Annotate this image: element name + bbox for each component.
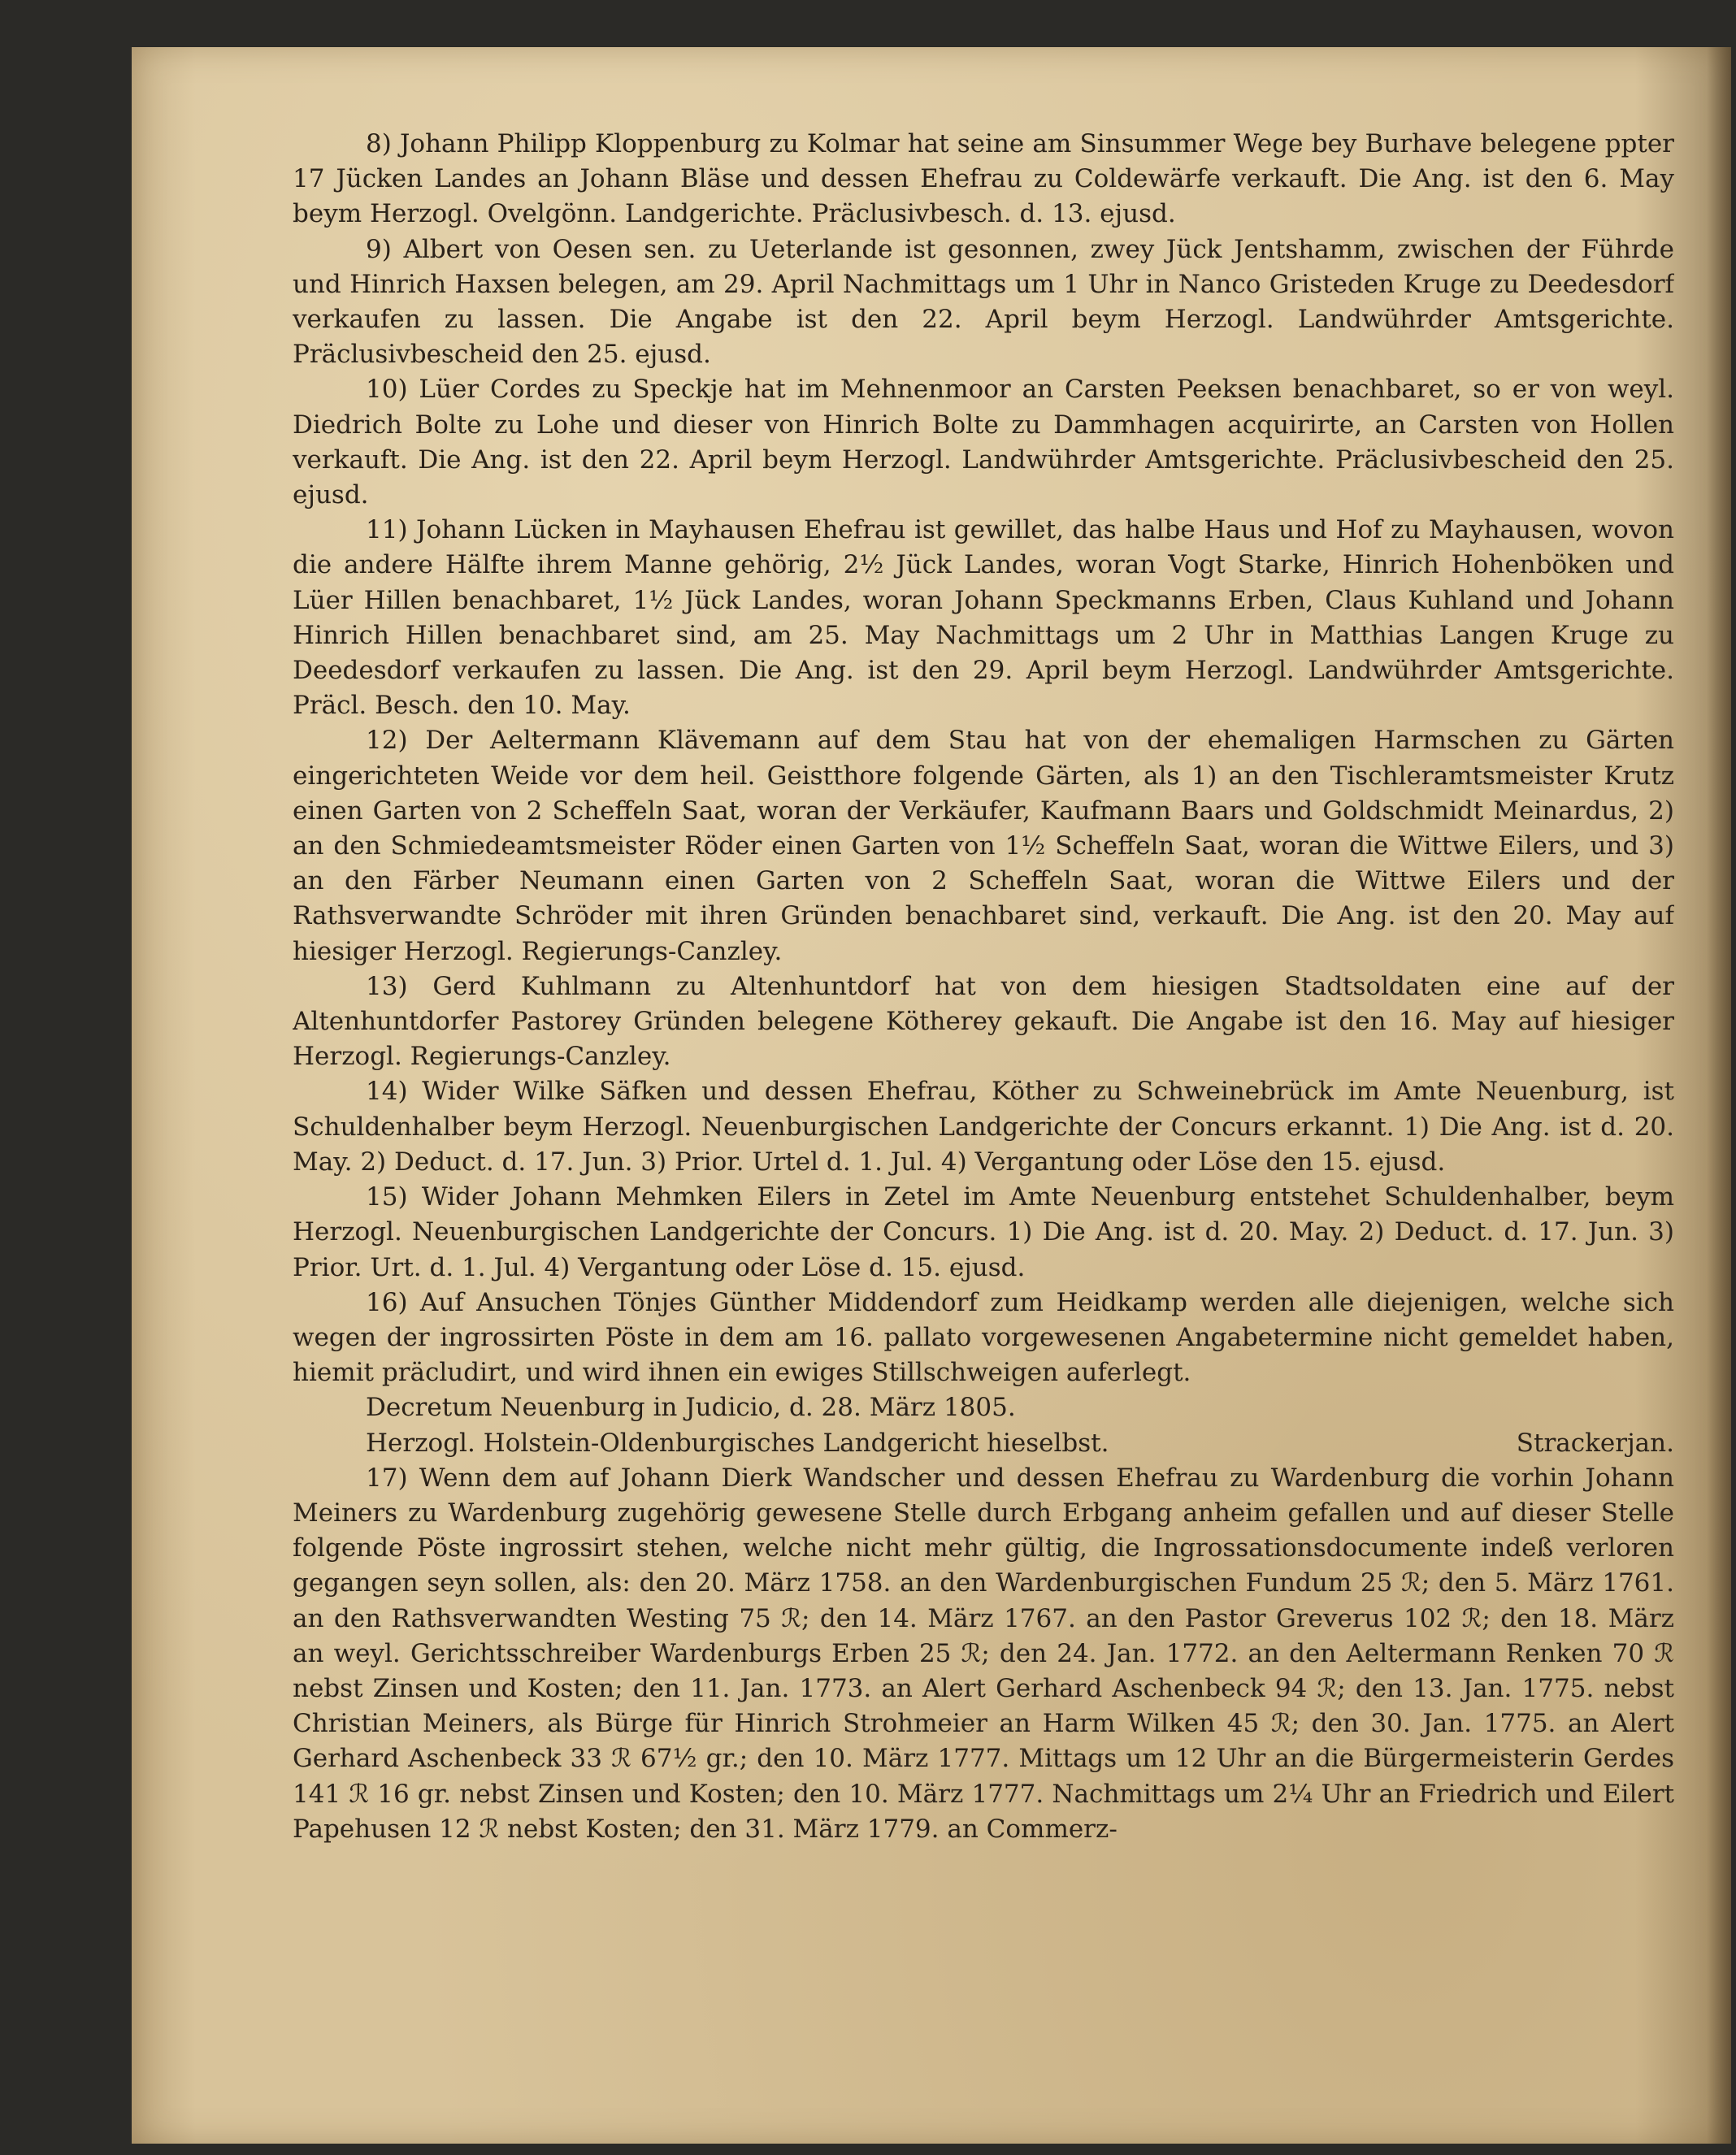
- notice-entry-11: 11) Johann Lücken in Mayhausen Ehefrau ist gewillet, das halbe Haus und Hof zu Mayhausen, wovon die andere Hälfte ihrem Manne gehörig, 2½ Jück Landes, woran Vogt Starke, Hinrich Hohenböken und Lüer Hillen benachbaret, 1½ Jück Landes, woran Johann Speckmanns Erben, Claus Kuhland und Johann Hinrich Hillen benachbaret sind, am 25. May Nachmittags um 2 Uhr in Matthias Langen Kruge zu Deedesdorf verkaufen zu lassen. Die Ang. ist den 29. April beym Herzogl. Landwührder Amtsgerichte. Präcl. Besch. den 10. May.: [293, 515, 1674, 721]
- notice-entry-10: 10) Lüer Cordes zu Speckje hat im Mehnenmoor an Carsten Peeksen benachbaret, so er von weyl. Diedrich Bolte zu Lohe und dieser von Hinrich Bolte zu Dammhagen acquirirte, an Carsten von Hollen verkauft. Die Ang. ist den 22. April beym Herzogl. Landwührder Amtsgerichte. Präclusivbescheid den 25. ejusd.: [293, 375, 1674, 510]
- notice-entry-12: 12) Der Aeltermann Klävemann auf dem Stau hat von der ehemaligen Harmschen zu Gärten eingerichteten Weide vor dem heil. Geistthore folgende Gärten, als 1) an den Tischleramtsmeister Krutz einen Garten von 2 Scheffeln Saat, woran der Verkäufer, Kaufmann Baars und Goldschmidt Meinardus, 2) an den Schmiedeamtsmeister Röder einen Garten von 1½ Scheffeln Saat, woran die Wittwe Eilers, und 3) an den Färber Neumann einen Garten von 2 Scheffeln Saat, woran die Wittwe Eilers und der Rathsverwandte Schröder mit ihren Gründen benachbaret sind, verkauft. Die Ang. ist den 20. May auf hiesiger Herzogl. Regierungs-Canzley.: [293, 726, 1674, 966]
- notice-entry-8: 8) Johann Philipp Kloppenburg zu Kolmar hat seine am Sinsummer Wege bey Burhave belegene ppter 17 Jücken Landes an Johann Bläse und dessen Ehefrau zu Coldewärfe verkauft. Die Ang. ist den 6. May beym Herzogl. Ovelgönn. Landgerichte. Präclusivbesch. d. 13. ejusd.: [293, 129, 1674, 229]
- notice-entry-16: 16) Auf Ansuchen Tönjes Günther Middendorf zum Heidkamp werden alle diejenigen, welche sich wegen der ingrossirten Pöste in dem am 16. pallato vorgewesenen Angabetermine nicht gemeldet haben, hiemit präcludirt, und wird ihnen ein ewiges Stillschweigen auferlegt.: [293, 1287, 1674, 1388]
- notice-text-block: [293, 127, 1674, 2109]
- court-signature-line: [293, 1426, 1674, 1461]
- court-name: Herzogl. Holstein-Oldenburgisches Landgericht hieselbst.: [366, 1428, 1109, 1458]
- printed-page: [132, 47, 1731, 2144]
- notice-entry-17: 17) Wenn dem auf Johann Dierk Wandscher und dessen Ehefrau zu Wardenburg die vorhin Johann Meiners zu Wardenburg zugehörig gewesene Stelle durch Erbgang anheim gefallen und auf dieser Stelle folgende Pöste ingrossirt stehen, welche nicht mehr gültig, die Ingrossationsdocumente indeß verloren gegangen seyn sollen, als: den 20. März 1758. an den Wardenburgischen Fundum 25 ℛ; den 5. März 1761. an den Rathsverwandten Westing 75 ℛ; den 14. März 1767. an den Pastor Greverus 102 ℛ; den 18. März an weyl. Gerichtsschreiber Wardenburgs Erben 25 ℛ; den 24. Jan. 1772. an den Aeltermann Renken 70 ℛ nebst Zinsen und Kosten; den 11. Jan. 1773. an Alert Gerhard Aschenbeck 94 ℛ; den 13. Jan. 1775. nebst Christian Meiners, als Bürge für Hinrich Strohmeier an Harm Wilken 45 ℛ; den 30. Jan. 1775. an Alert Gerhard Aschenbeck 33 ℛ 67½ gr.; den 10. März 1777. Mittags um 12 Uhr an die Bürgermeisterin Gerdes 141 ℛ 16 gr. nebst Zinsen und Kosten; den 10. März 1777. Nachmittags um 2¼ Uhr an Friedrich und Eilert Papehusen 12 ℛ nebst Kosten; den 31. März 1779. an Commerz-: [293, 1463, 1674, 1844]
- notice-entry-15: 15) Wider Johann Mehmken Eilers in Zetel im Amte Neuenburg entstehet Schuldenhalber, beym Herzogl. Neuenburgischen Landgerichte der Concurs. 1) Die Ang. ist d. 20. May. 2) Deduct. d. 17. Jun. 3) Prior. Urt. d. 1. Jul. 4) Vergantung oder Löse d. 15. ejusd.: [293, 1182, 1674, 1282]
- notice-entry-9: 9) Albert von Oesen sen. zu Ueterlande ist gesonnen, zwey Jück Jentshamm, zwischen der Führde und Hinrich Haxsen belegen, am 29. April Nachmittags um 1 Uhr in Nanco Gristeden Kruge zu Deedesdorf verkaufen zu lassen. Die Angabe ist den 22. April beym Herzogl. Landwührder Amtsgerichte. Präclusivbescheid den 25. ejusd.: [293, 234, 1674, 370]
- notice-entry-14: 14) Wider Wilke Säfken und dessen Ehefrau, Köther zu Schweinebrück im Amte Neuenburg, ist Schuldenhalber beym Herzogl. Neuenburgischen Landgerichte der Concurs erkannt. 1) Die Ang. ist d. 20. May. 2) Deduct. d. 17. Jun. 3) Prior. Urtel d. 1. Jul. 4) Vergantung oder Löse den 15. ejusd.: [293, 1077, 1674, 1177]
- page-gutter-shadow: [1707, 47, 1731, 2144]
- notice-entry-13: 13) Gerd Kuhlmann zu Altenhuntdorf hat von dem hiesigen Stadtsoldaten eine auf der Altenhuntdorfer Pastorey Gründen belegene Kötherey gekauft. Die Angabe ist den 16. May auf hiesiger Herzogl. Regierungs-Canzley.: [293, 971, 1674, 1072]
- decree-line: Decretum Neuenburg in Judicio, d. 28. März 1805.: [366, 1393, 1016, 1423]
- signature: Strackerjan.: [1516, 1428, 1674, 1458]
